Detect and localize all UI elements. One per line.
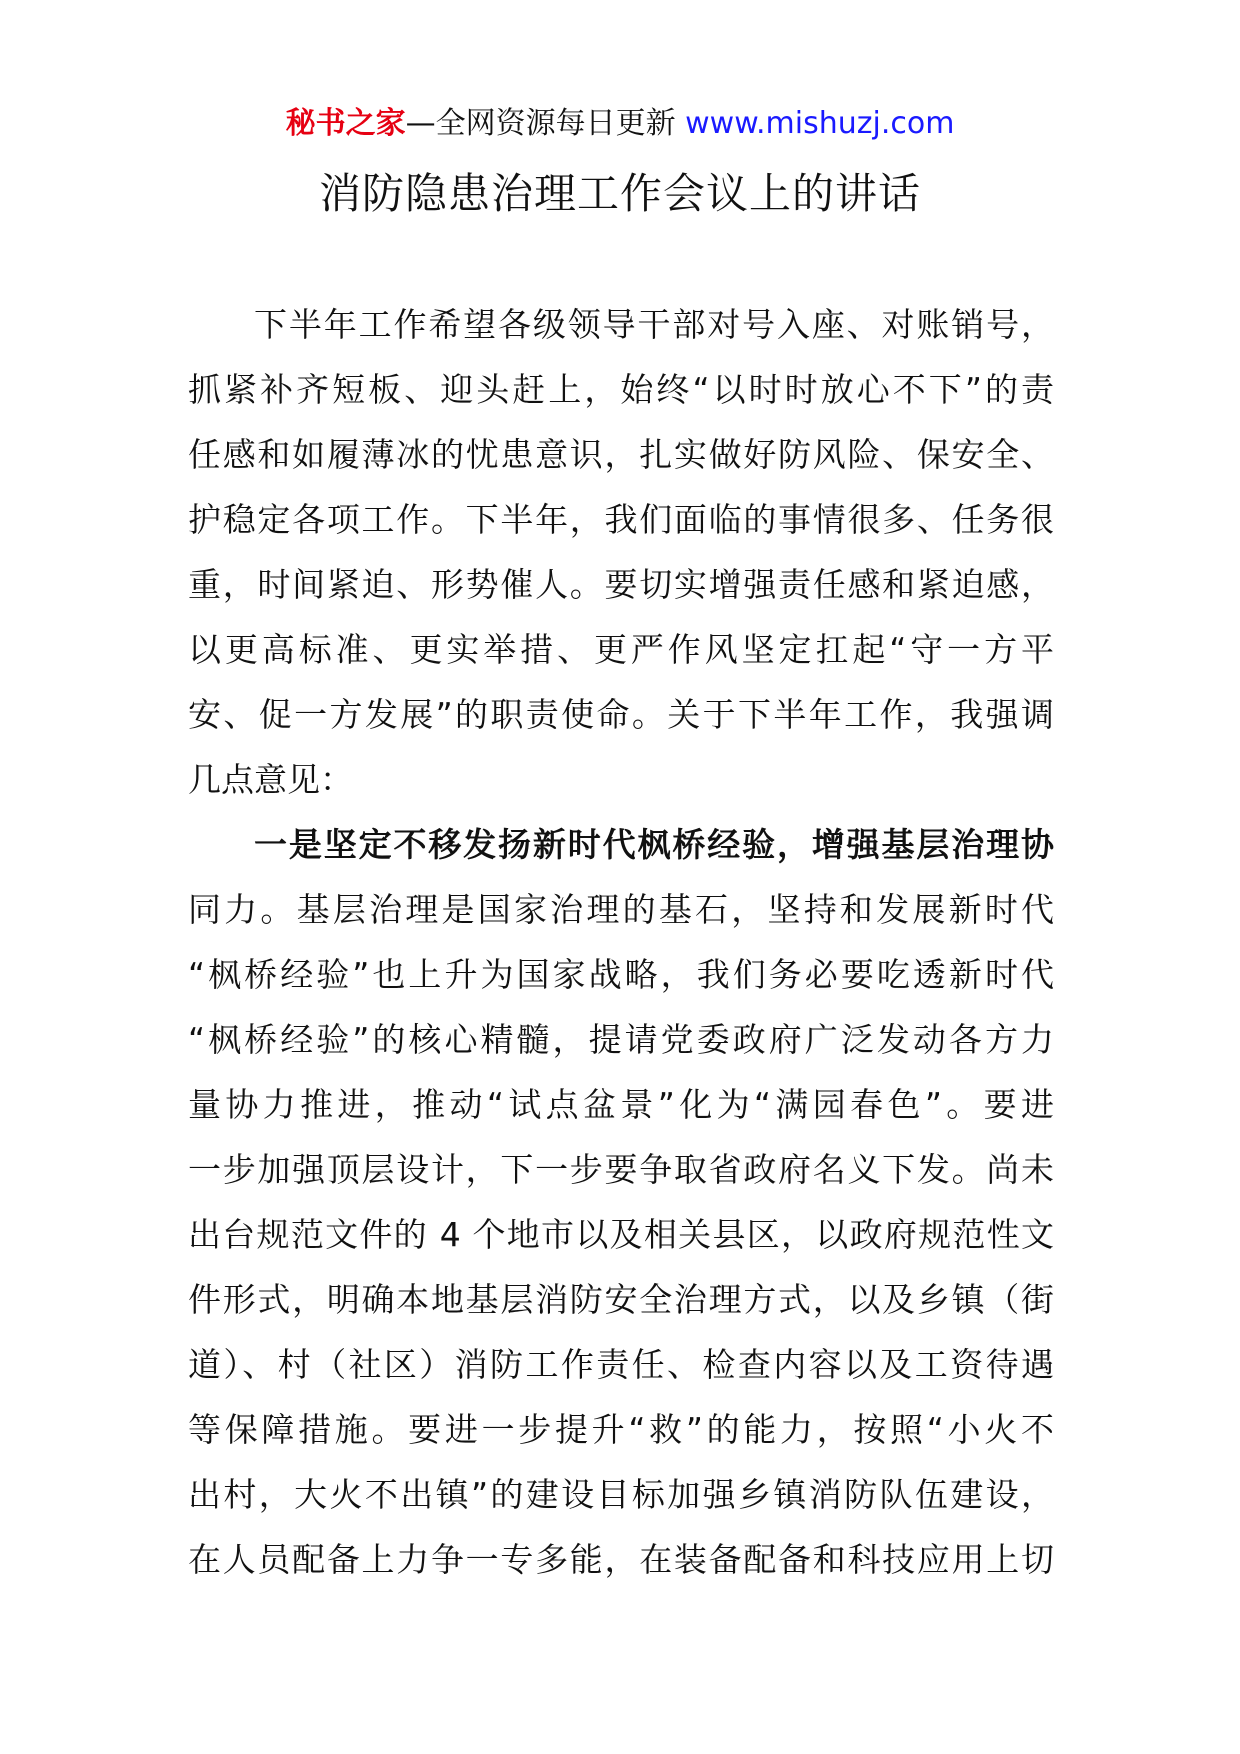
paragraph-line: 几点意见： [188, 760, 353, 799]
site-header [0, 100, 1240, 148]
paragraph-line: 在人员配备上力争一专多能，在装备配备和科技应用上切 [188, 1540, 1054, 1579]
paragraph-line: 量协力推进，推动“试点盆景”化为“满园春色”。要进 [188, 1085, 1054, 1124]
paragraph-line: 重，时间紧迫、形势催人。要切实增强责任感和紧迫感， [188, 565, 1054, 604]
paragraph-line: “枫桥经验”的核心精髓，提请党委政府广泛发动各方力 [188, 1020, 1054, 1059]
paragraph-line: 件形式，明确本地基层消防安全治理方式，以及乡镇（街 [188, 1280, 1054, 1319]
paragraph-line: 同力。基层治理是国家治理的基石，坚持和发展新时代 [188, 890, 1054, 929]
paragraph-line: 出村，大火不出镇”的建设目标加强乡镇消防队伍建设， [188, 1475, 1054, 1514]
paragraph-line: 下半年工作希望各级领导干部对号入座、对账销号， [254, 305, 1054, 344]
paragraph-line: 任感和如履薄冰的忧患意识，扎实做好防风险、保安全、 [188, 435, 1054, 474]
paragraph-line: 抓紧补齐短板、迎头赶上，始终“以时时放心不下”的责 [188, 370, 1054, 409]
paragraph-line: 一步加强顶层设计，下一步要争取省政府名义下发。尚未 [188, 1150, 1054, 1189]
paragraph-line: 护稳定各项工作。下半年，我们面临的事情很多、任务很 [188, 500, 1054, 539]
paragraph-line: 出台规范文件的 4 个地市以及相关县区，以政府规范性文 [188, 1215, 1054, 1254]
paragraph-line: 安、促一方发展”的职责使命。关于下半年工作，我强调 [188, 695, 1054, 734]
paragraph-line: “枫桥经验”也上升为国家战略，我们务必要吃透新时代 [188, 955, 1054, 994]
document-body [188, 292, 1054, 1592]
brand-name: 秘书之家 [285, 106, 406, 141]
paragraph-line: 等保障措施。要进一步提升“救”的能力，按照“小火不 [188, 1410, 1054, 1449]
header-tagline: —全网资源每日更新 [405, 106, 686, 141]
document-title: 消防隐患治理工作会议上的讲话 [318, 169, 921, 218]
paragraph-line: 以更高标准、更实举措、更严作风坚定扛起“守一方平 [188, 630, 1054, 669]
site-url-link[interactable]: www.mishuzj.com [685, 106, 955, 141]
section-heading-line [188, 812, 1054, 877]
paragraph-line: 道）、村（社区）消防工作责任、检查内容以及工资待遇 [188, 1345, 1054, 1384]
section-heading: 一是坚定不移发扬新时代枫桥经验，增强基层治理协 [254, 825, 1054, 864]
